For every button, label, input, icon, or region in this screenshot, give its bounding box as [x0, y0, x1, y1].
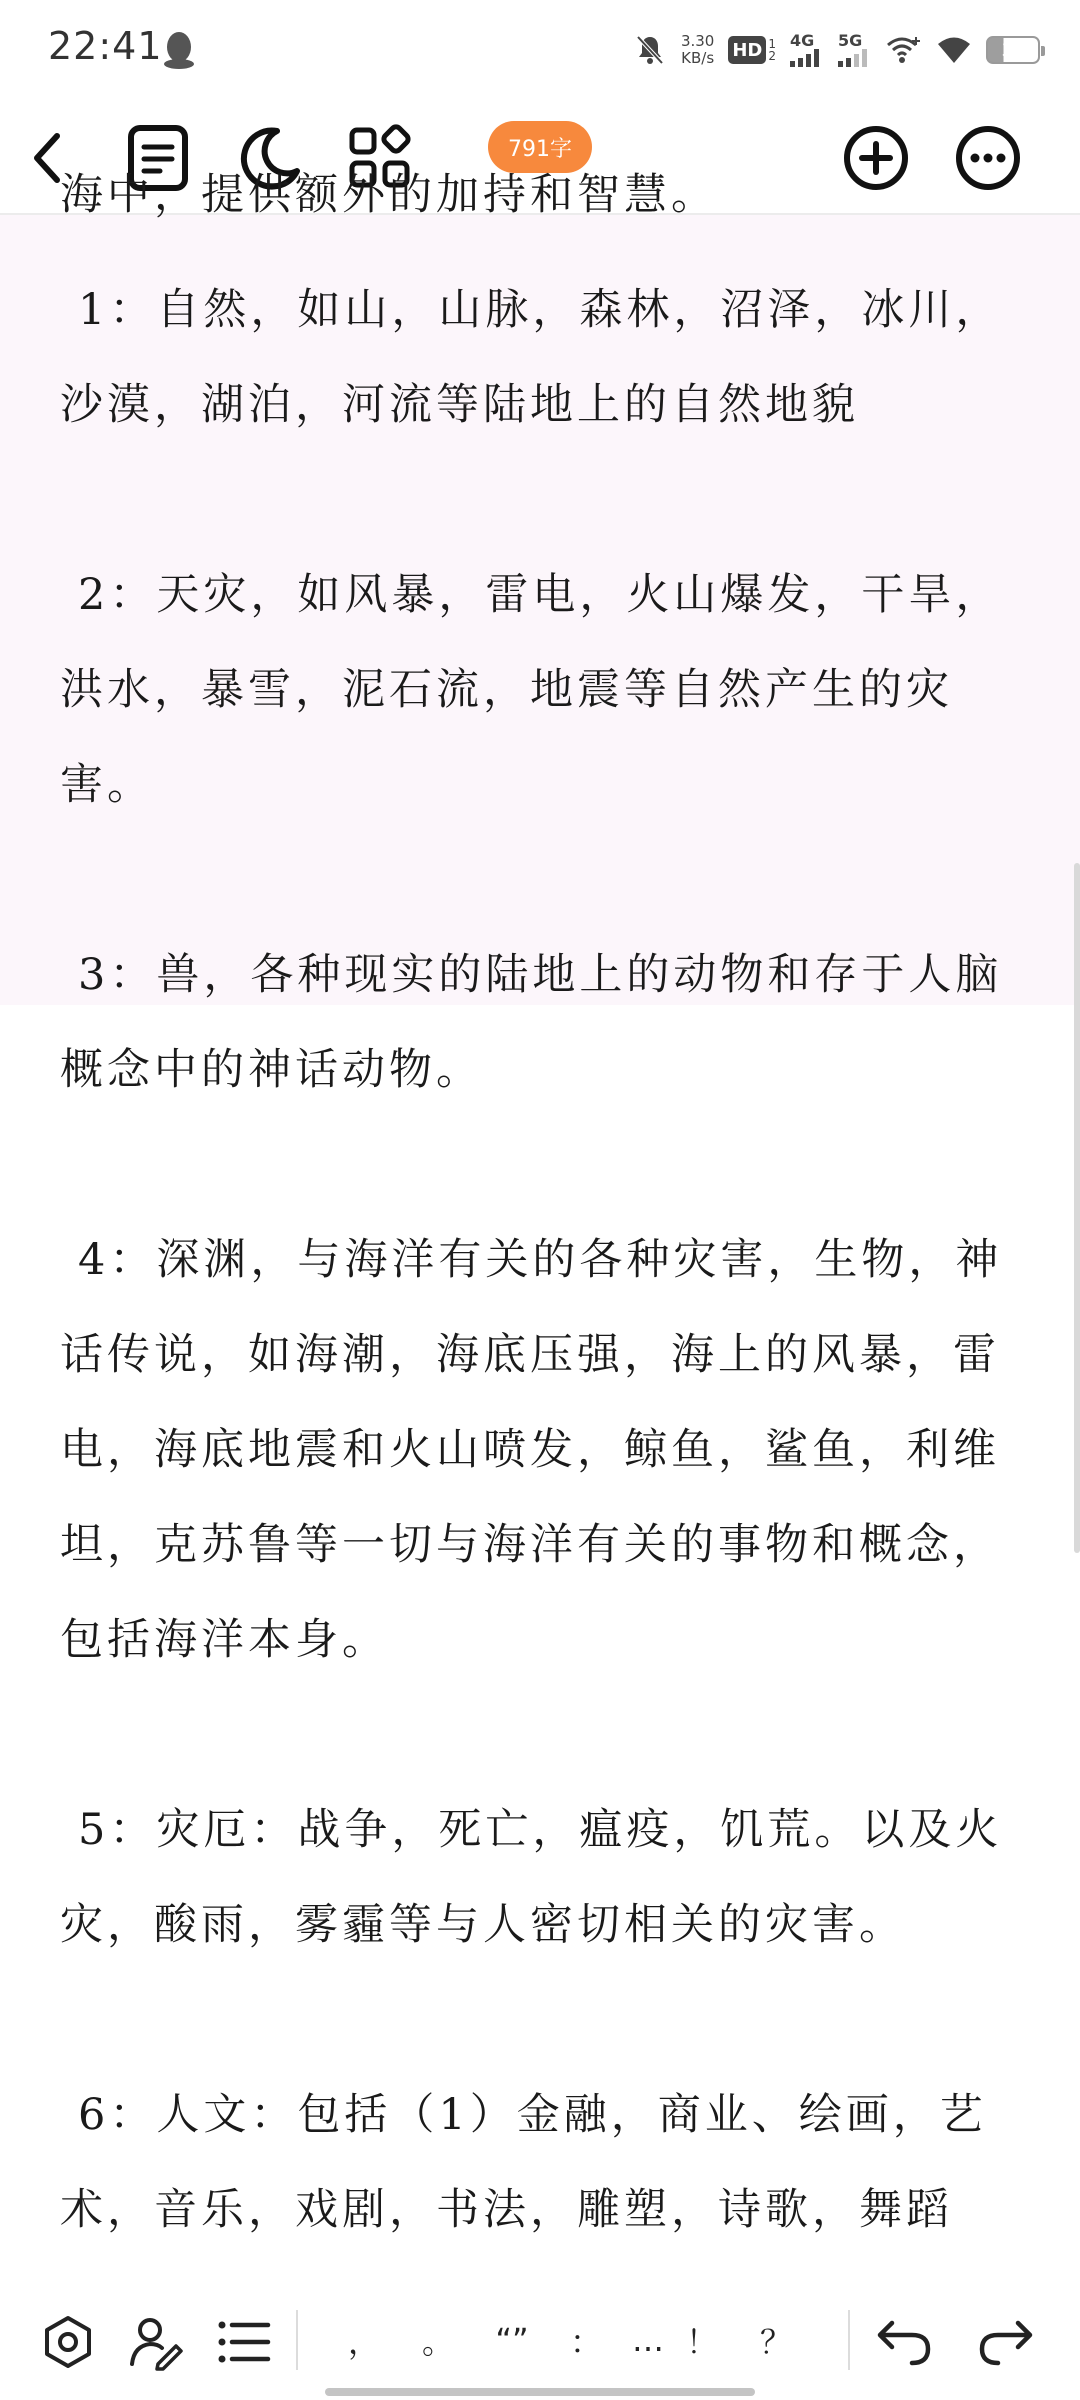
handwriting-icon [128, 2314, 184, 2370]
list-icon [216, 2317, 272, 2367]
punct-quotes-key[interactable]: “” [495, 2321, 529, 2359]
paragraph-number: 2： [78, 570, 157, 620]
wifi-icon [936, 35, 972, 65]
handwriting-button[interactable] [126, 2312, 186, 2372]
paragraph-6 [60, 2068, 1020, 2258]
paragraph-number: 1： [78, 285, 157, 335]
paragraph-number: 3： [78, 950, 157, 1000]
paragraph-text: 深渊，与海洋有关的各种灾害，生物，神话传说，如海潮，海底压强，海上的风暴，雷电，海底地震和火山喷发，鲸鱼，鲨鱼，利维坦，克苏鲁等一切与海洋有关的事物和概念，包括海洋本身。 [60, 1235, 1003, 1665]
punct-comma-key[interactable]: ， [347, 2323, 380, 2361]
battery-icon [986, 36, 1040, 64]
settings-hexagon-icon [43, 2315, 93, 2369]
editor-bottom-bar [0, 2290, 1080, 2400]
punct-question-key[interactable]: ？ [759, 2323, 792, 2361]
word-count-badge[interactable]: 791字 [488, 121, 592, 173]
paragraph-2 [60, 548, 1020, 833]
document-content[interactable] [0, 170, 1080, 2290]
paragraph-4 [60, 1213, 1020, 1688]
battery-level: 31 [1001, 39, 1025, 61]
paragraph-5 [60, 1783, 1020, 1973]
punct-period-key[interactable]: 。 [421, 2323, 454, 2361]
paragraph-3 [60, 928, 1020, 1118]
hd-sub-2: 2 [768, 49, 776, 63]
cut-off-line: 海中，提供额外的加持和智慧。 [60, 170, 718, 220]
net-speed-value: 3.30 [680, 32, 715, 50]
divider [296, 2310, 298, 2370]
paragraph-number: 4： [78, 1235, 157, 1285]
paragraph-text: 自然，如山，山脉，森林，沼泽，冰川，沙漠，湖泊，河流等陆地上的自然地貌 [60, 285, 1003, 430]
paragraph-number: 6： [78, 2090, 157, 2140]
status-bar [0, 0, 1080, 100]
punct-exclamation-key[interactable]: ！ [685, 2323, 718, 2361]
paragraph-text: 兽，各种现实的陆地上的动物和存于人脑概念中的神话动物。 [60, 950, 1003, 1095]
settings-button[interactable] [38, 2312, 98, 2372]
punct-colon-key[interactable]: ： [569, 2323, 602, 2361]
paragraph-number: 5： [78, 1805, 157, 1855]
paragraph-1 [60, 263, 1020, 453]
punct-ellipsis-key[interactable]: … [632, 2321, 664, 2359]
paragraph-text: 人文：包括（1）金融，商业、绘画，艺术，音乐，戏剧，书法，雕塑，诗歌，舞蹈 [60, 2090, 987, 2235]
signal-4g-icon [790, 33, 824, 67]
hd-label: HD [728, 36, 766, 64]
scrollbar-thumb[interactable] [1074, 863, 1080, 1553]
undo-button[interactable] [874, 2312, 934, 2372]
divider [848, 2310, 850, 2370]
list-button[interactable] [214, 2312, 274, 2372]
wifi-plus-icon [886, 35, 922, 65]
net-speed [681, 33, 714, 67]
home-indicator[interactable] [325, 2388, 755, 2396]
signal-5g-icon [838, 33, 872, 67]
hd-sub-1: 1 [768, 37, 776, 51]
paragraph-text: 灾厄：战争，死亡，瘟疫，饥荒。以及火灾，酸雨，雾霾等与人密切相关的灾害。 [60, 1805, 1003, 1950]
qq-penguin-icon [162, 30, 196, 70]
mute-bell-icon [633, 33, 667, 67]
redo-button[interactable] [976, 2312, 1036, 2372]
undo-icon [874, 2317, 934, 2367]
net-speed-unit: KB/s [681, 49, 715, 67]
status-icons [633, 26, 1040, 74]
document-text[interactable] [60, 170, 1020, 2258]
hd-badge [728, 36, 776, 64]
hd-sub-label [768, 38, 776, 62]
signal-5g-label: 5G [838, 31, 863, 50]
signal-4g-label: 4G [790, 31, 815, 50]
status-time: 22:41 [48, 24, 163, 68]
paragraph-text: 天灾，如风暴，雷电，火山爆发，干旱，洪水，暴雪，泥石流，地震等自然产生的灾害。 [60, 570, 1003, 810]
redo-icon [976, 2317, 1036, 2367]
